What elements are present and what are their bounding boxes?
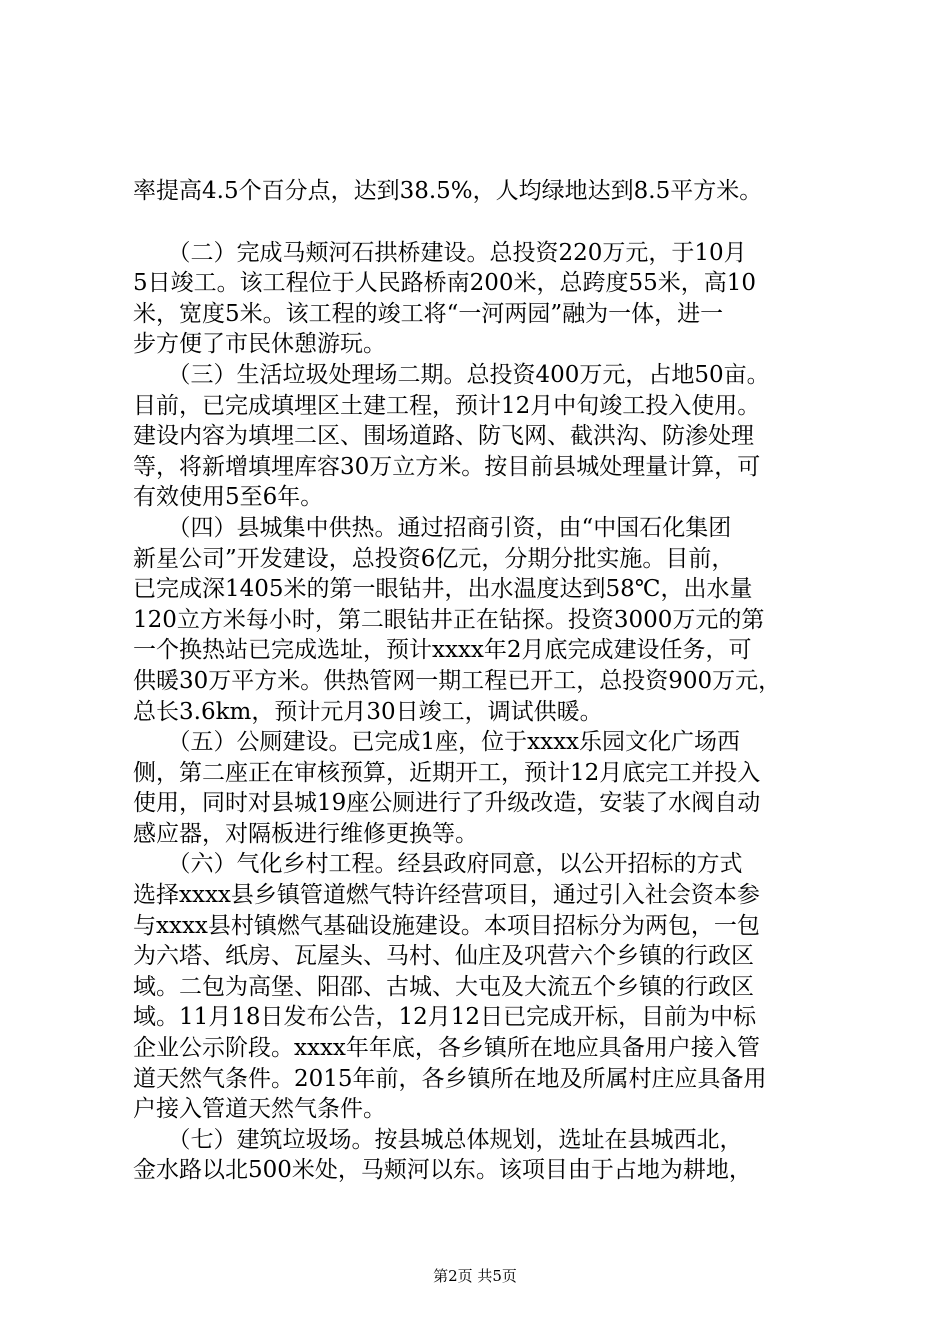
text-line: 总长3.6km，预计元月30日竣工，调试供暖。: [133, 698, 603, 725]
paragraph-gap: [133, 207, 849, 238]
text-line: （二）完成马颊河石拱桥建设。总投资220万元，于10月: [133, 239, 747, 266]
page-number-label: 第2页 共5页: [433, 1267, 517, 1285]
text-line: 使用，同时对县城19座公厕进行了升级改造，安装了水阀自动: [133, 790, 761, 817]
text-line: 建设内容为填埋二区、围场道路、防飞网、截洪沟、防渗处理: [133, 423, 754, 450]
text-line: 道天然气条件。2015年前，各乡镇所在地及所属村庄应具备用: [133, 1065, 767, 1092]
text-line: 域。二包为高堡、阳邵、古城、大屯及大流五个乡镇的行政区: [133, 973, 754, 1000]
text-line: 金水路以北500米处，马颊河以东。该项目由于占地为耕地，: [133, 1157, 752, 1184]
text-line: 企业公示阶段。xxxx年年底，各乡镇所在地应具备用户接入管: [133, 1035, 760, 1062]
text-line: 侧，第二座正在审核预算，近期开工，预计12月底完工并投入: [133, 759, 761, 786]
text-line: 一个换热站已完成选址，预计xxxx年2月底完成建设任务，可: [133, 637, 752, 664]
paragraph-intro-tail: [133, 176, 849, 207]
text-line: 等，将新增填埋库容30万立方米。按目前县城处理量计算，可: [133, 453, 761, 480]
paragraph-5: [133, 727, 849, 849]
text-line: 米，宽度5米。该工程的竣工将“一河两园”融为一体，进一: [133, 300, 724, 327]
text-line: 与xxxx县村镇燃气基础设施建设。本项目招标分为两包，一包: [133, 912, 760, 939]
text-line: 率提高4.5个百分点，达到38.5%，人均绿地达到8.5平方米。: [133, 178, 763, 204]
text-line: （六）气化乡村工程。经县政府同意，以公开招标的方式: [133, 851, 743, 878]
text-line: 步方便了市民休憩游玩。: [133, 331, 386, 358]
text-line: 目前，已完成填埋区土建工程，预计12月中旬竣工投入使用。: [133, 392, 761, 419]
paragraph-7: [133, 1125, 849, 1186]
paragraph-6: [133, 849, 849, 1124]
text-line: （三）生活垃圾处理场二期。总投资400万元，占地50亩。: [133, 361, 770, 388]
text-line: 120立方米每小时，第二眼钻井正在钻探。投资3000万元的第: [133, 606, 765, 633]
text-line: （五）公厕建设。已完成1座，位于xxxx乐园文化广场西: [133, 729, 741, 756]
text-line: 供暖30万平方米。供热管网一期工程已开工，总投资900万元，: [133, 667, 782, 694]
text-line: （七）建筑垃圾场。按县城总体规划，选址在县城西北，: [133, 1126, 743, 1153]
text-line: 选择xxxx县乡镇管道燃气特许经营项目，通过引入社会资本参: [133, 882, 760, 909]
text-line: 新星公司”开发建设，总投资6亿元，分期分批实施。目前，: [133, 545, 735, 572]
paragraph-4: [133, 513, 849, 727]
text-line: 为六塔、纸房、瓦屋头、马村、仙庄及巩营六个乡镇的行政区: [133, 943, 754, 970]
text-line: 域。11月18日发布公告，12月12日已完成开标，目前为中标: [133, 1004, 757, 1031]
text-line: 有效使用5至6年。: [133, 484, 324, 511]
text-line: 5日竣工。该工程位于人民路桥南200米，总跨度55米，高10: [133, 270, 757, 297]
text-line: 已完成深1405米的第一眼钻井，出水温度达到58℃，出水量: [133, 576, 753, 603]
page-footer: [0, 1266, 950, 1286]
text-line: （四）县城集中供热。通过招商引资，由“中国石化集团: [133, 514, 732, 541]
paragraph-3: [133, 360, 849, 513]
paragraph-2: [133, 238, 849, 360]
body-text: [133, 176, 849, 1186]
text-line: 户接入管道天然气条件。: [133, 1096, 386, 1123]
text-line: 感应器，对隔板进行维修更换等。: [133, 820, 478, 847]
